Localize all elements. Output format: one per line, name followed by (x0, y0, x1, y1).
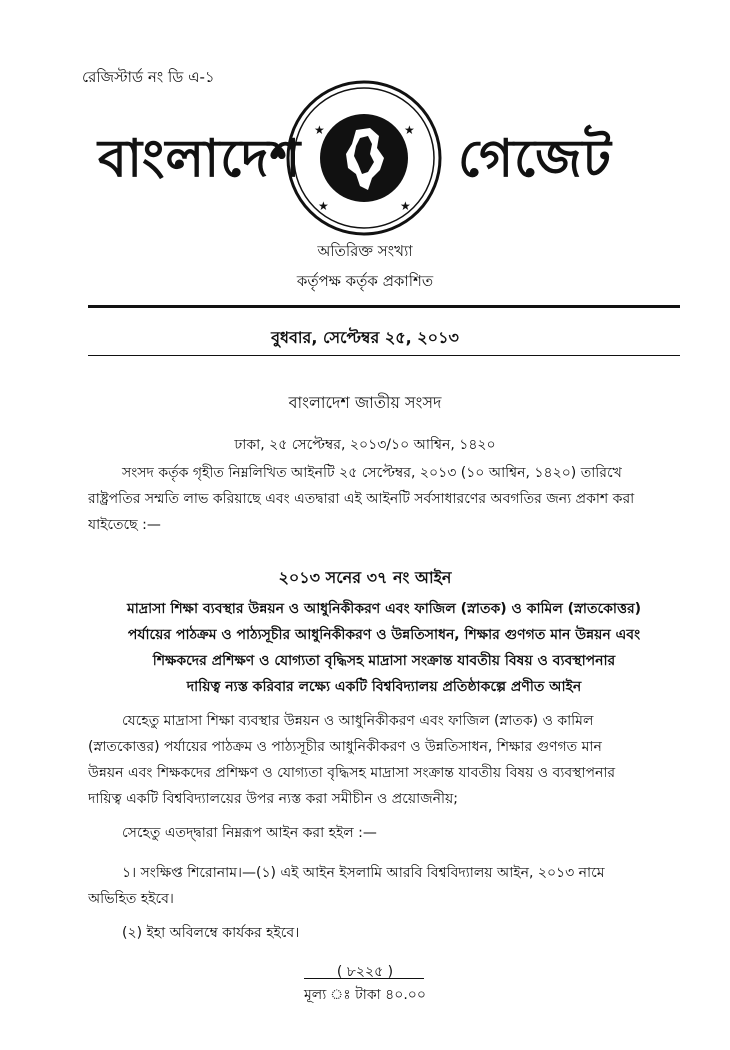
header-divider-top (88, 305, 680, 308)
intro-line: রাষ্ট্রপতির সম্মতি লাভ করিয়াছে এবং এতদ্বারা এই আইনটি সর্বসাধারণের অবগতির জন্য প্রকাশ করা (88, 491, 635, 507)
enact-line: সেহেতু এতদ্দ্বারা নিম্নরূপ আইন করা হইল :— (122, 825, 377, 841)
svg-text:★: ★ (400, 199, 411, 213)
registration-number: রেজিস্টার্ড নং ডি এ-১ (82, 68, 215, 86)
long-title-line: দায়িত্ব ন্যস্ত করিবার লক্ষ্যে একটি বিশ্ববিদ্যালয় প্রতিষ্ঠাকল্পে প্রণীত আইন (186, 679, 582, 695)
dhaka-date-line: ঢাকা, ২৫ সেপ্টেম্বর, ২০১৩/১০ আশ্বিন, ১৪২০ (234, 437, 496, 453)
seal-icon (284, 78, 444, 238)
published-by-authority: কর্তৃপক্ষ কর্তৃক প্রকাশিত (296, 272, 434, 290)
section-1-subsection-2 (88, 920, 680, 946)
long-title-line: শিক্ষকদের প্রশিক্ষণ ও যোগ্যতা বৃদ্ধিসহ মাদ্রাসা সংক্রান্ত যাবতীয় বিষয় ও ব্যবস্থাপনার (152, 653, 616, 669)
gazette-title-right: গেজেট (458, 129, 612, 189)
long-title-line: পর্যায়ের পাঠক্রম ও পাঠ্যসূচীর আধুনিকীকরণ ও উন্নতিসাধন, শিক্ষার গুণগত মান উন্নয়ন এবং (127, 627, 641, 643)
gazette-date: বুধবার, সেপ্টেম্বর ২৫, ২০১৩ (271, 328, 459, 347)
preamble-paragraph (88, 708, 680, 812)
svg-text:★: ★ (404, 123, 415, 137)
parliament-heading: বাংলাদেশ জাতীয় সংসদ (288, 393, 442, 412)
extraordinary-label: অতিরিক্ত সংখ্যা (317, 242, 413, 260)
preamble-line: দায়িত্ব একটি বিশ্ববিদ্যালয়ের উপর ন্যস্ত করা সমীচীন ও প্রয়োজনীয়; (88, 791, 458, 807)
preamble-line: যেহেতু মাদ্রাসা শিক্ষা ব্যবস্থার উন্নয়ন ও আধুনিকীকরণ এবং ফাজিল (স্নাতক) ও কামিল (122, 713, 594, 729)
act-long-title (88, 596, 680, 700)
gazette-title-left: বাংলাদেশ (98, 129, 302, 189)
preamble-line: উন্নয়ন এবং শিক্ষকদের প্রশিক্ষণ ও যোগ্যতা বৃদ্ধিসহ মাদ্রাসা সংক্রান্ত যাবতীয় বিষয় ও ব্যবস্থাপনার (88, 765, 616, 781)
long-title-line: মাদ্রাসা শিক্ষা ব্যবস্থার উন্নয়ন ও আধুনিকীকরণ এবং ফাজিল (স্নাতক) ও কামিল (স্নাতকোত্তর) (126, 601, 642, 617)
intro-paragraph (88, 460, 680, 538)
page-number-underline (304, 978, 424, 979)
intro-line: যাইতেছে :— (88, 517, 161, 533)
section-1-line: ১। সংক্ষিপ্ত শিরোনাম।—(১) এই আইন ইসলামি আরবি বিশ্ববিদ্যালয় আইন, ২০১৩ নামে (122, 865, 605, 881)
enacting-clause (88, 820, 680, 846)
section-1-line: অভিহিত হইবে। (88, 891, 174, 907)
svg-text:★: ★ (314, 123, 325, 137)
government-seal (284, 78, 444, 238)
svg-text:★: ★ (318, 199, 329, 213)
price-line: মূল্য ঃ টাকা ৪০.০০ (303, 987, 426, 1003)
preamble-line: (স্নাতকোত্তর) পর্যায়ের পাঠক্রম ও পাঠ্যসূচীর আধুনিকীকরণ ও উন্নতিসাধন, শিক্ষার গুণগত মান (88, 739, 602, 755)
section-1 (88, 860, 680, 912)
act-number-title: ২০১৩ সনের ৩৭ নং আইন (278, 568, 452, 587)
header-divider-bottom (88, 355, 680, 356)
intro-line: সংসদ কর্তৃক গৃহীত নিম্নলিখিত আইনটি ২৫ সেপ্টেম্বর, ২০১৩ (১০ আশ্বিন, ১৪২০) তারিখে (122, 465, 622, 481)
page-number: ( ৮২২৫ ) (336, 964, 394, 980)
subsection-line: (২) ইহা অবিলম্বে কার্যকর হইবে। (122, 925, 300, 941)
